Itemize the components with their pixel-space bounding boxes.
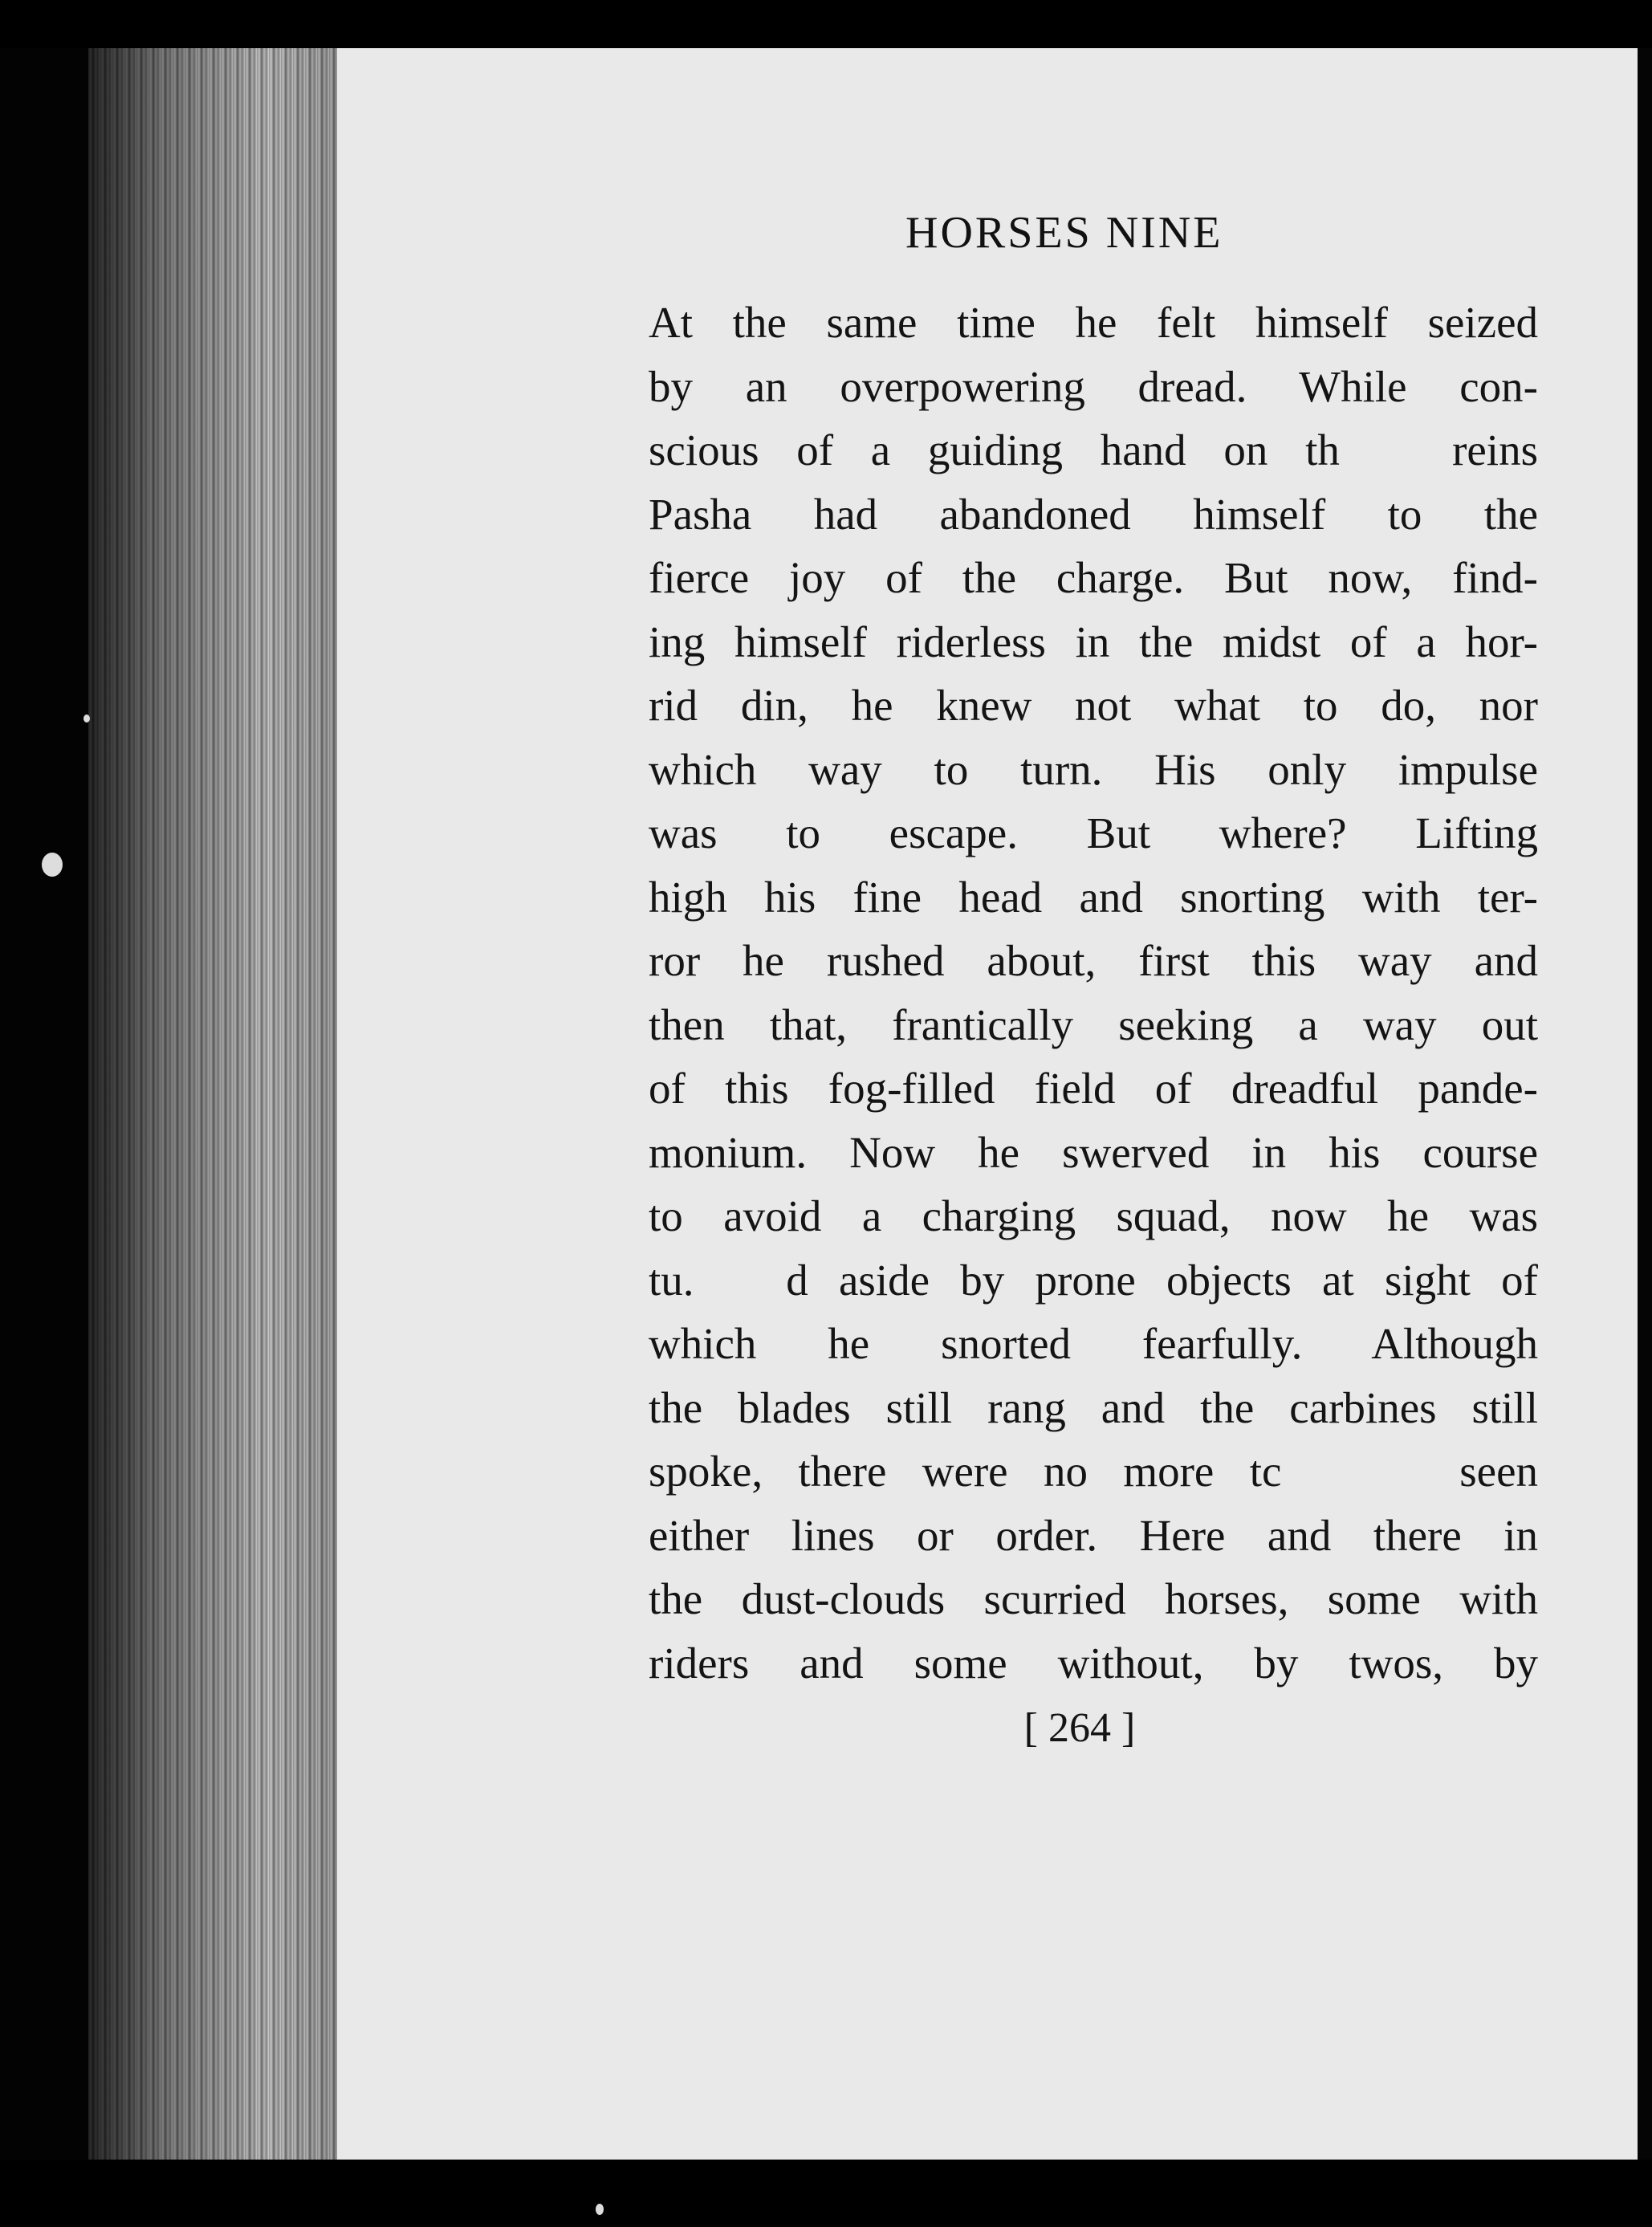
text-line: of this fog-filled field of dreadful pande- [649, 1064, 1538, 1113]
text-line: which way to turn. His only impulse [649, 744, 1538, 794]
text-line: was to escape. But where? Lifting [649, 808, 1538, 857]
body-text [649, 291, 1538, 1695]
text-line: rid din, he knew not what to do, nor [649, 681, 1538, 730]
text-line: which he snorted fearfully. Although [649, 1319, 1538, 1368]
text-line: At the same time he felt himself seized [649, 298, 1538, 347]
text-line: the blades still rang and the carbines still [649, 1382, 1538, 1432]
top-film-border [0, 0, 1652, 48]
text-line: either lines or order. Here and there in [649, 1510, 1538, 1560]
text-line: spoke, there were no more tc seen [649, 1447, 1538, 1496]
film-speck [596, 2204, 604, 2215]
text-line: Pasha had abandoned himself to the [649, 489, 1538, 539]
text-line: to avoid a charging squad, now he was [649, 1191, 1538, 1240]
text-line: high his fine head and snorting with ter- [649, 872, 1538, 922]
page-number: [ 264 ] [1023, 1705, 1136, 1751]
text-line: then that, frantically seeking a way out [649, 1000, 1538, 1049]
text-line: ror he rushed about, first this way and [649, 936, 1538, 985]
text-line: tu. d aside by prone objects at sight of [649, 1255, 1538, 1305]
text-line: scious of a guiding hand on th reins [649, 425, 1538, 474]
text-line: riders and some without, by twos, by [649, 1638, 1538, 1688]
text-line: fierce joy of the charge. But now, find- [649, 553, 1538, 602]
text-line: monium. Now he swerved in his course [649, 1127, 1538, 1177]
page-edges [88, 16, 345, 2184]
text-line: ing himself riderless in the midst of a hor- [649, 617, 1538, 666]
running-head: HORSES NINE [905, 208, 1223, 258]
film-speck [83, 715, 90, 723]
film-speck [42, 853, 63, 877]
text-line: the dust-clouds scurried horses, some with [649, 1574, 1538, 1623]
bottom-film-border [0, 2160, 1652, 2227]
text-line: by an overpowering dread. While con- [649, 361, 1538, 411]
